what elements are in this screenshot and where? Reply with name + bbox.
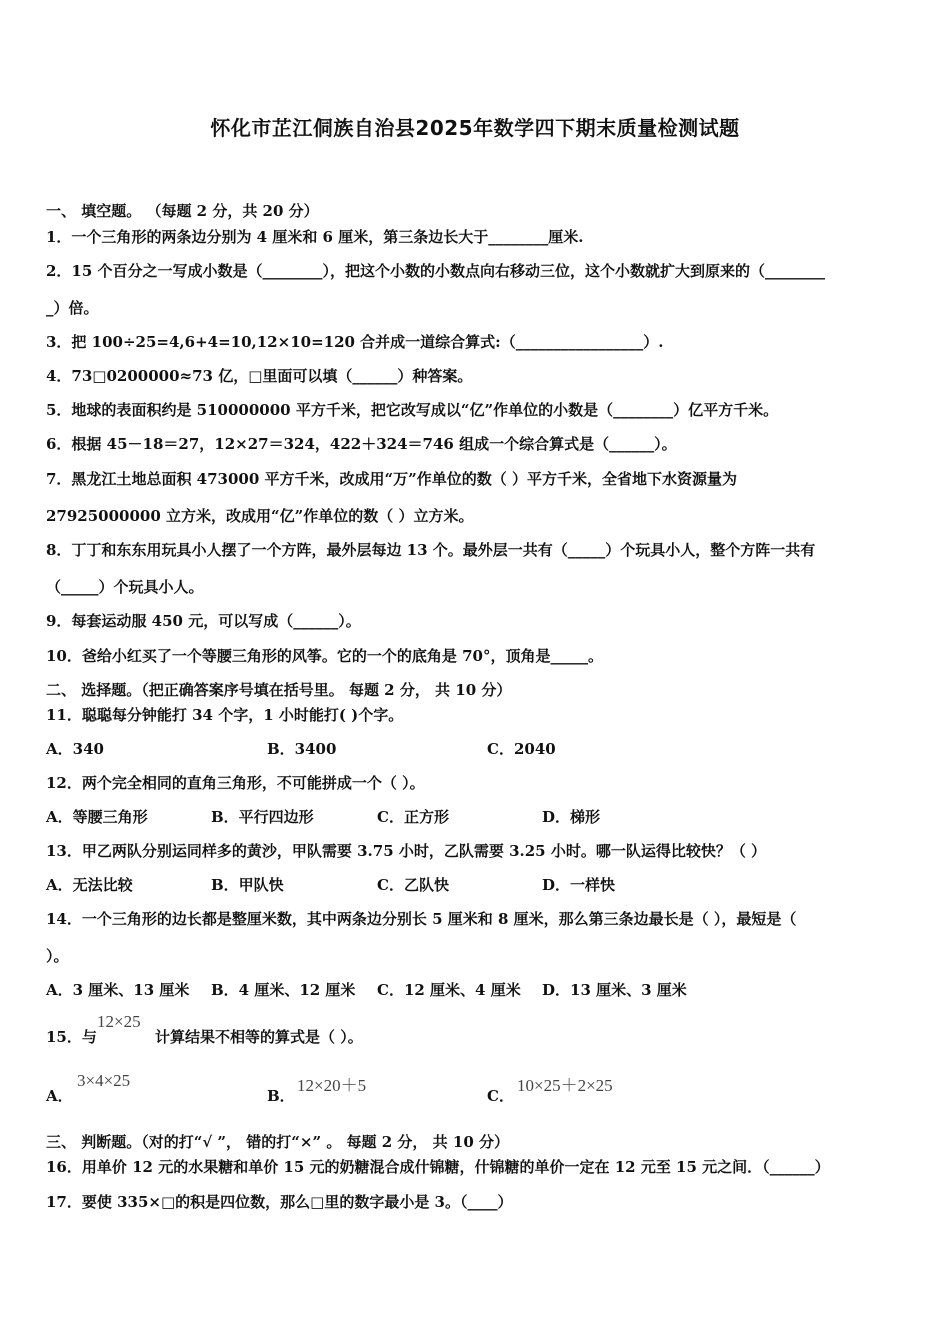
q15-option-b-expr: 12×20＋5: [297, 1076, 367, 1095]
section-heading-fill-in: 一、 填空题。 （每题 2 分，共 20 分）: [46, 202, 319, 220]
question-7-cont: 27925000000 立方米，改成用“亿”作单位的数（ ）立方米。: [46, 507, 474, 525]
question-12: 12．两个完全相同的直角三角形，不可能拼成一个（ ）。: [46, 774, 425, 792]
q12-option-a: A．等腰三角形: [46, 808, 148, 826]
q15-option-c-expr: 10×25＋2×25: [517, 1076, 613, 1095]
question-14: 14．一个三角形的边长都是整厘米数，其中两条边分别长 5 厘米和 8 厘米，那么第三条边最长是（ ），最短是（: [46, 910, 797, 928]
section-heading-true-false: 三、 判断题。（对的打“√ ”， 错的打“×” 。 每题 2 分， 共 10 分）: [46, 1133, 509, 1151]
q13-option-d: D．一样快: [542, 876, 616, 894]
question-4: 4．73□0200000≈73 亿，□里面可以填（______）种答案。: [46, 367, 473, 385]
q15-option-c-label: C．: [487, 1087, 514, 1105]
question-2: 2．15 个百分之一写成小数是（________），把这个小数的小数点向右移动三位，这个小数就扩大到原来的（________: [46, 262, 826, 280]
question-10: 10．爸给小红买了一个等腰三角形的风筝。它的一个的底角是 70°，顶角是_____。: [46, 647, 603, 665]
q11-option-c: C．2040: [487, 740, 556, 758]
q15-option-a-expr: 3×4×25: [77, 1071, 131, 1090]
question-14-cont: ）。: [46, 947, 69, 965]
page-title: 怀化市芷江侗族自治县2025年数学四下期末质量检测试题: [210, 116, 740, 140]
q12-option-c: C．正方形: [377, 808, 449, 826]
q12-option-d: D．梯形: [542, 808, 601, 826]
question-17: 17．要使 335×□的积是四位数，那么□里的数字最小是 3。（____）: [46, 1193, 513, 1211]
q13-option-a: A．无法比较: [46, 876, 133, 894]
question-16: 16．用单价 12 元的水果糖和单价 15 元的奶糖混合成什锦糖，什锦糖的单价一定在 12 元至 15 元之间．（______）: [46, 1158, 830, 1176]
q14-option-a: A．3 厘米、13 厘米: [46, 981, 190, 999]
q11-option-b: B．3400: [267, 740, 337, 758]
q14-option-b: B．4 厘米、12 厘米: [211, 981, 356, 999]
question-8: 8．丁丁和东东用玩具小人摆了一个方阵，最外层每边 13 个。最外层一共有（_____）个玩具小人，整个方阵一共有: [46, 541, 816, 559]
q13-option-c: C．乙队快: [377, 876, 449, 894]
question-5: 5．地球的表面积约是 510000000 平方千米，把它改写成以“亿”作单位的小数是（________）亿平方千米。: [46, 401, 779, 419]
q11-option-a: A．340: [46, 740, 104, 758]
q14-option-c: C．12 厘米、4 厘米: [377, 981, 521, 999]
question-1: 1．一个三角形的两条边分别为 4 厘米和 6 厘米，第三条边长大于________厘米.: [46, 228, 584, 246]
question-6: 6．根据 45－18＝27，12×27＝324，422＋324＝746 组成一个综合算式是（______）。: [46, 435, 677, 453]
q15-option-b-label: B．: [267, 1087, 295, 1105]
q12-option-b: B．平行四边形: [211, 808, 314, 826]
q13-option-b: B．甲队快: [211, 876, 284, 894]
q14-option-d: D．13 厘米、3 厘米: [542, 981, 687, 999]
question-15-suffix: 计算结果不相等的算式是（ ）。: [155, 1028, 363, 1046]
question-2-cont: _）倍。: [46, 299, 99, 317]
question-15-prefix: 15．与: [46, 1028, 97, 1046]
question-7: 7．黑龙江土地总面积 473000 平方千米，改成用“万”作单位的数（ ）平方千米，全省地下水资源量为: [46, 470, 737, 488]
question-11: 11．聪聪每分钟能打 34 个字，1 小时能打( )个字。: [46, 706, 404, 724]
section-heading-choice: 二、 选择题。（把正确答案序号填在括号里。 每题 2 分， 共 10 分）: [46, 681, 512, 699]
question-9: 9．每套运动服 450 元，可以写成（______）。: [46, 612, 361, 630]
q15-expression: 12×25: [97, 1012, 141, 1031]
question-3: 3．把 100÷25=4,6+4=10,12×10=120 合并成一道综合算式:（_________________）.: [46, 333, 664, 351]
q15-option-a-label: A．: [46, 1087, 73, 1105]
question-8-cont: （_____）个玩具小人。: [46, 578, 204, 596]
question-13: 13．甲乙两队分别运同样多的黄沙，甲队需要 3.75 小时，乙队需要 3.25 小时。哪一队运得比较快？（ ）: [46, 842, 767, 860]
